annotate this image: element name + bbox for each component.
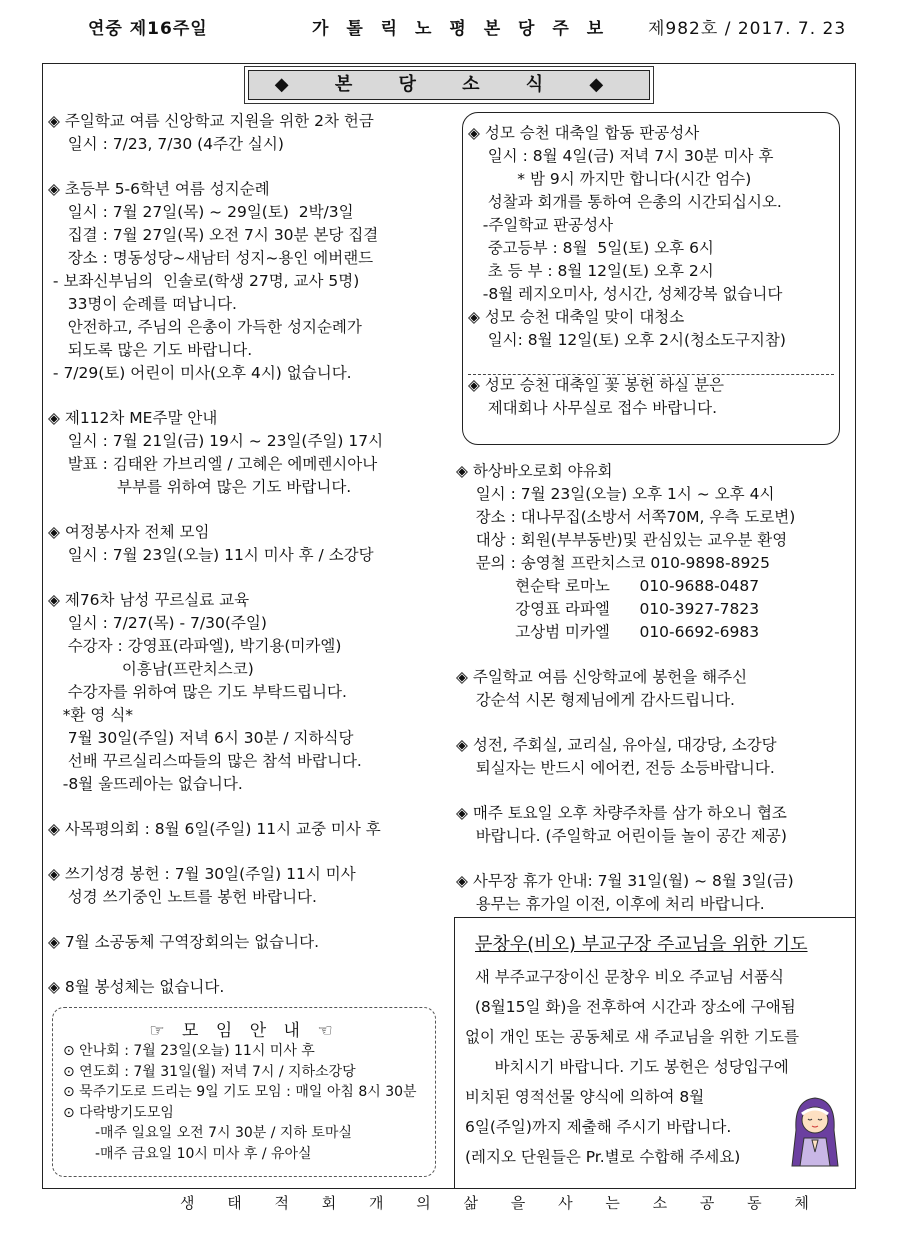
right-lines-15: ◈ 매주 토요일 오후 차량주차를 삼가 하오니 협조: [456, 804, 787, 822]
right-lines-19: 용무는 휴가일 이전, 이후에 처리 바랍니다.: [456, 895, 765, 913]
footer-slogan: 생 태 적 회 개 의 삶 을 사 는 소 공 동 체: [180, 1194, 823, 1212]
meeting-guide-box: [52, 1007, 436, 1177]
right-lines-12: ◈ 성전, 주회실, 교리실, 유아실, 대강당, 소강당: [456, 736, 777, 754]
box-lines-2: * 밤 9시 까지만 합니다(시간 엄수): [468, 170, 752, 188]
left-lines-27: 7월 30일(주일) 저녁 6시 30분 / 지하식당: [48, 729, 354, 747]
left-lines-31: ◈ 사목평의회 : 8월 6일(주일) 11시 교중 미사 후: [48, 820, 381, 838]
left-lines-10: 되도록 많은 기도 바랍니다.: [48, 341, 253, 359]
meeting-guide-rows: [53, 1041, 435, 1164]
header-left: 연중 제16주일: [88, 19, 208, 39]
left-lines-32: [48, 841, 383, 863]
left-lines-16: 부부를 위하여 많은 기도 바랍니다.: [48, 478, 352, 496]
left-lines-3: ◈ 초등부 5-6학년 여름 성지순례: [48, 180, 270, 198]
left-lines-37: [48, 954, 383, 976]
box-lines-4: -주일학교 판공성사: [468, 216, 614, 234]
left-lines-14: 일시 : 7월 21일(금) 19시 ~ 23일(주일) 17시: [48, 432, 384, 450]
right-lines-4: 문의 : 송영철 프란치스코 010-9898-8925: [456, 554, 771, 572]
right-lines-11: [456, 712, 795, 734]
right-lines-7: 고상범 미카엘 010-6692-6983: [456, 623, 760, 641]
right-lines-2: 장소 : 대나무집(소방서 서쪽70M, 우측 도로변): [456, 508, 796, 526]
left-lines-9: 안전하고, 주님의 은총이 가득한 성지순례가: [48, 318, 362, 336]
box-lines-3: 성찰과 회개를 통하여 은총의 시간되십시오.: [468, 193, 782, 211]
assumption-notice-text: [468, 122, 786, 420]
box-lines-9: 일시: 8월 12일(토) 오후 2시(청소도구지참): [468, 331, 786, 349]
bishop-prayer-title: 문창우(비오) 부교구장 주교님을 위한 기도: [475, 934, 808, 955]
header-title: 가 톨 릭 노 평 본 당 주 보: [312, 19, 610, 39]
left-lines-8: 33명이 순례를 떠납니다.: [48, 295, 237, 313]
right-lines-6: 강영표 라파엘 010-3927-7823: [456, 600, 760, 618]
left-lines-17: [48, 499, 383, 521]
left-lines-1: 일시 : 7/23, 7/30 (4주간 실시): [48, 135, 284, 153]
right-lines-16: 바랍니다. (주일학교 어린이들 놀이 공간 제공): [456, 827, 787, 845]
box-lines-12: 제대회나 사무실로 접수 바랍니다.: [468, 399, 718, 417]
right-lines-18: ◈ 사무장 휴가 안내: 7월 31일(월) ~ 8월 3일(금): [456, 872, 794, 890]
left-lines-24: 이흥남(프란치스코): [48, 660, 254, 678]
left-lines-35: [48, 909, 383, 931]
left-lines-29: -8월 울뜨레아는 없습니다.: [48, 775, 243, 793]
box-lines-5: 중고등부 : 8월 5일(토) 오후 6시: [468, 239, 714, 257]
left-lines-33: ◈ 쓰기성경 봉헌 : 7월 30일(주일) 11시 미사: [48, 865, 356, 883]
left-lines-0: ◈ 주일학교 여름 신앙학교 지원을 위한 2차 헌금: [48, 112, 374, 130]
right-lines-14: [456, 780, 795, 802]
left-lines-18: ◈ 여정봉사자 전체 모임: [48, 523, 210, 541]
prayer-line-1: (8월15일 화)을 전후하여 시간과 장소에 구애됨: [465, 998, 796, 1016]
box-lines-1: 일시 : 8월 4일(금) 저녁 7시 30분 미사 후: [468, 147, 774, 165]
meeting-row-0: ⊙ 안나회 : 7월 23일(오늘) 11시 미사 후: [63, 1043, 315, 1059]
left-lines-22: 일시 : 7/27(목) - 7/30(주일): [48, 614, 267, 632]
left-lines-6: 장소 : 명동성당~새남터 성지~용인 에버랜드: [48, 249, 374, 267]
prayer-line-6: (레지오 단원들은 Pr.별로 수합해 주세요): [465, 1148, 741, 1166]
left-lines-36: ◈ 7월 소공동체 구역장회의는 없습니다.: [48, 933, 320, 951]
meeting-guide-title: ☞ 모 임 안 내 ☜: [149, 1021, 339, 1041]
left-lines-2: [48, 156, 383, 178]
left-lines-34: 성경 쓰기중인 노트를 봉헌 바랍니다.: [48, 888, 317, 906]
left-lines-12: [48, 385, 383, 407]
left-lines-25: 수강자를 위하여 많은 기도 부탁드립니다.: [48, 683, 347, 701]
box-lines-11: ◈ 성모 승천 대축일 꽃 봉헌 하실 분은: [468, 376, 725, 394]
praying-nun-icon: [786, 1090, 844, 1170]
box-lines-6: 초 등 부 : 8월 12일(토) 오후 2시: [468, 262, 714, 280]
right-lines-3: 대상 : 회원(부부동반)및 관심있는 교우분 환영: [456, 531, 788, 549]
left-lines-15: 발표 : 김태완 가브리엘 / 고혜은 에메렌시아나: [48, 455, 378, 473]
right-lines-9: ◈ 주일학교 여름 신앙학교에 봉헌을 해주신: [456, 668, 748, 686]
box-lines-10: [468, 352, 786, 374]
left-lines-38: ◈ 8월 봉성체는 없습니다.: [48, 978, 225, 996]
right-column: [456, 460, 795, 916]
left-lines-19: 일시 : 7월 23일(오늘) 11시 미사 후 / 소강당: [48, 546, 374, 564]
box-lines-7: -8월 레지오미사, 성시간, 성체강복 없습니다: [468, 285, 783, 303]
left-lines-21: ◈ 제76차 남성 꾸르실료 교육: [48, 591, 250, 609]
left-lines-4: 일시 : 7월 27일(목) ~ 29일(토) 2박/3일: [48, 203, 354, 221]
box-lines-8: ◈ 성모 승천 대축일 맞이 대청소: [468, 308, 685, 326]
meeting-row-5: -매주 금요일 10시 미사 후 / 유아실: [95, 1145, 312, 1162]
right-lines-5: 현순탁 로마노 010-9688-0487: [456, 577, 760, 595]
right-lines-13: 퇴실자는 반드시 에어컨, 전등 소등바랍니다.: [456, 759, 775, 777]
prayer-line-4: 비치된 영적선물 양식에 의하여 8월: [465, 1088, 705, 1106]
left-column: [48, 110, 383, 999]
meeting-row-2: ⊙ 묵주기도로 드리는 9일 기도 모임 : 매일 아침 8시 30분: [63, 1084, 417, 1100]
right-lines-10: 강순석 시몬 형제님에게 감사드립니다.: [456, 691, 735, 709]
left-lines-23: 수강자 : 강영표(라파엘), 박기용(미카엘): [48, 637, 342, 655]
left-lines-28: 선배 꾸르실리스따들의 많은 참석 바랍니다.: [48, 752, 362, 770]
left-lines-11: - 7/29(토) 어린이 미사(오후 4시) 없습니다.: [48, 364, 352, 382]
section-banner: ◆ 본 당 소 식 ◆: [248, 70, 650, 100]
right-lines-8: [456, 644, 795, 666]
left-lines-7: - 보좌신부님의 인솔로(학생 27명, 교사 5명): [48, 272, 360, 290]
prayer-line-2: 없이 개인 또는 공동체로 새 주교님을 위한 기도를: [465, 1028, 799, 1046]
bishop-prayer-text: [465, 962, 799, 1172]
prayer-line-3: 바치시기 바랍니다. 기도 봉헌은 성당입구에: [465, 1058, 789, 1076]
right-lines-0: ◈ 하상바오로회 야유회: [456, 462, 613, 480]
left-lines-20: [48, 567, 383, 589]
left-lines-30: [48, 796, 383, 818]
prayer-line-5: 6일(주일)까지 제출해 주시기 바랍니다.: [465, 1118, 732, 1136]
right-lines-17: [456, 848, 795, 870]
left-lines-26: *환 영 식*: [48, 706, 134, 724]
box-lines-0: ◈ 성모 승천 대축일 합동 판공성사: [468, 124, 700, 142]
left-lines-13: ◈ 제112차 ME주말 안내: [48, 409, 218, 427]
meeting-row-4: -매주 일요일 오전 7시 30분 / 지하 토마실: [95, 1125, 352, 1141]
right-lines-1: 일시 : 7월 23일(오늘) 오후 1시 ~ 오후 4시: [456, 485, 775, 503]
header-issue: 제982호 / 2017. 7. 23: [648, 19, 847, 39]
prayer-line-0: 새 부주교구장이신 문창우 비오 주교님 서품식: [465, 968, 784, 986]
meeting-row-1: ⊙ 연도회 : 7월 31일(월) 저녁 7시 / 지하소강당: [63, 1063, 356, 1080]
left-lines-5: 집결 : 7월 27일(목) 오전 7시 30분 본당 집결: [48, 226, 379, 244]
meeting-row-3: ⊙ 다락방기도모임: [63, 1104, 174, 1121]
